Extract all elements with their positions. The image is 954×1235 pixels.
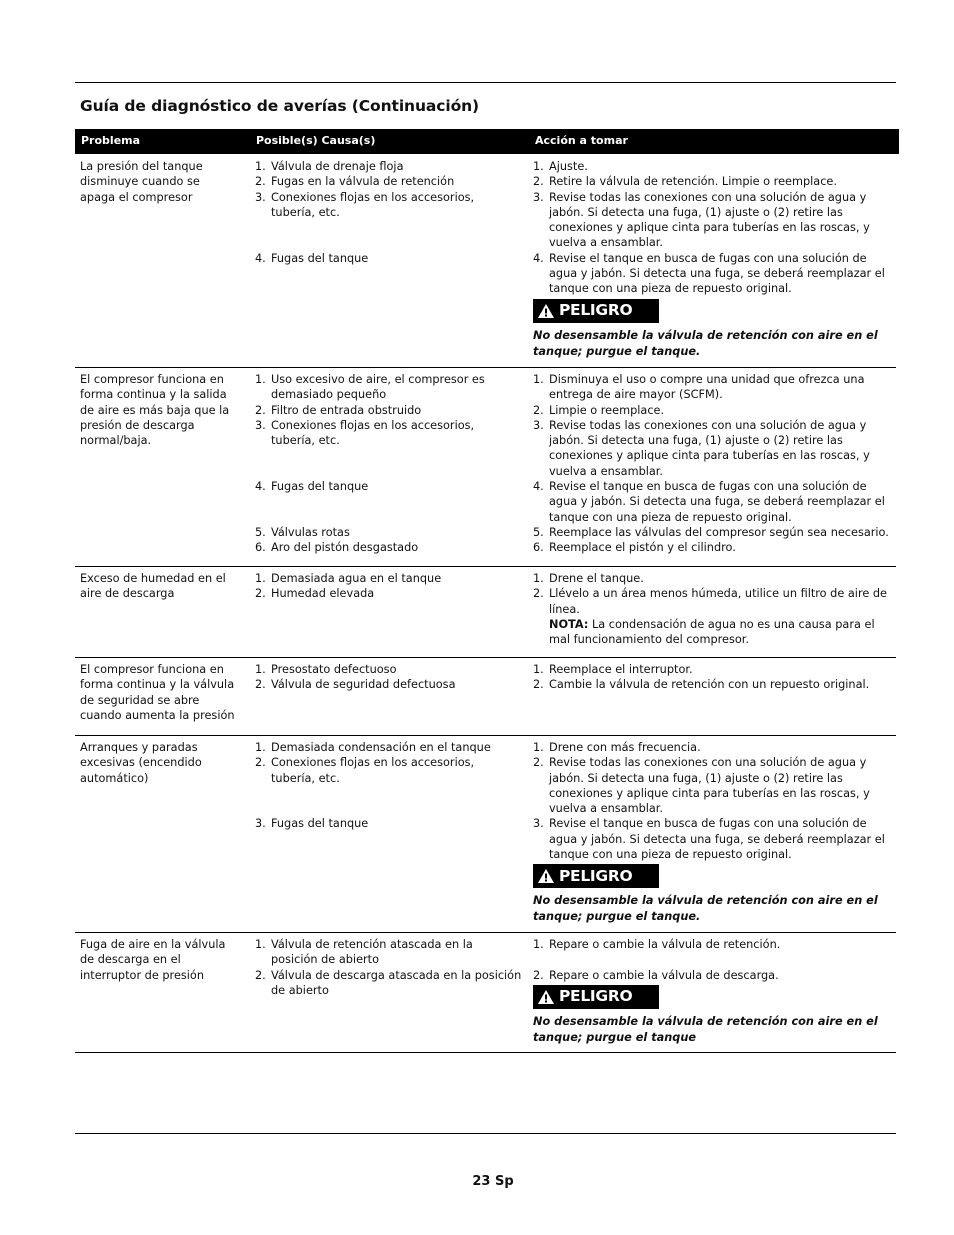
action-item [533, 571, 897, 586]
problem-line: de aire es más baja que la [80, 403, 230, 417]
cause-line: tubería, etc. [271, 205, 340, 219]
page-number: 23 Sp [472, 1174, 514, 1189]
top-rule [75, 82, 896, 83]
action-text [549, 540, 897, 555]
action-text [549, 525, 897, 540]
warning-line: No desensamble la válvula de retención con aire en el [533, 1014, 878, 1028]
warning-text [533, 1014, 897, 1046]
cause-item [255, 677, 525, 692]
cause-item [255, 662, 525, 677]
action-number: 6. [533, 541, 544, 555]
action-number [533, 617, 549, 648]
action-number: 1. [533, 373, 544, 386]
warning-triangle-icon [533, 868, 559, 884]
cause-line: Conexiones flojas en los accesorios, [271, 190, 475, 204]
warning-text [533, 893, 897, 925]
table-row [75, 735, 896, 933]
action-line: Limpie o reemplace. [549, 403, 665, 417]
problem-line: forma continua y la válvula [80, 678, 235, 692]
action-line: Revise todas las conexiones con una solución de agua y [549, 756, 867, 770]
cause-cell [255, 740, 525, 832]
action-item [533, 418, 897, 479]
cause-item [255, 571, 525, 586]
problem-line: de descarga en el [80, 953, 181, 967]
action-line: conexiones y aplique cinta para tuberías en las roscas, y [549, 786, 870, 800]
action-cell [533, 159, 897, 360]
action-item [533, 755, 897, 816]
cause-text [271, 571, 525, 586]
cause-text [271, 190, 525, 221]
action-line: La condensación de agua no es una causa para el [588, 617, 875, 631]
cause-number: 1. [255, 572, 266, 585]
problem-line: Arranques y paradas [80, 741, 198, 754]
action-line: tanque con una pieza de repuesto original. [549, 848, 792, 862]
warning-text [533, 328, 897, 360]
action-line: Disminuya el uso o compre una unidad que ofrezca una [549, 373, 865, 386]
warning-triangle-icon [533, 303, 559, 319]
cause-number: 1. [255, 160, 266, 173]
cause-line: Válvula de descarga atascada en la posición [271, 968, 522, 982]
action-cell [533, 372, 897, 556]
cause-number: 1. [255, 373, 266, 386]
page-title: Guía de diagnóstico de averías (Continuación) [80, 97, 480, 115]
action-number: 1. [533, 741, 544, 754]
problem-cell [80, 937, 240, 983]
cause-line: Demasiada agua en el tanque [271, 572, 442, 585]
header-problem: Problema [81, 134, 141, 147]
action-text [549, 937, 897, 952]
action-line: Reemplace el pistón y el cilindro. [549, 541, 736, 555]
cause-line: Válvula de drenaje floja [271, 160, 404, 173]
cause-line: Válvula de seguridad defectuosa [271, 678, 456, 692]
problem-line: de seguridad se abre [80, 693, 200, 707]
cause-line: demasiado pequeño [271, 388, 387, 402]
action-item [533, 677, 897, 692]
problem-line: presión de descarga [80, 418, 195, 432]
cause-number: 2. [255, 175, 266, 189]
cause-text [271, 677, 525, 692]
action-line: Drene el tanque. [549, 572, 644, 585]
action-line: Drene con más frecuencia. [549, 741, 701, 754]
cause-item [255, 174, 525, 189]
warning-line: No desensamble la válvula de retención con aire en el [533, 894, 878, 908]
cause-number: 3. [255, 817, 266, 831]
cause-line: tubería, etc. [271, 434, 340, 448]
action-number: 3. [533, 190, 544, 204]
table-row [75, 932, 896, 1053]
action-item [533, 525, 897, 540]
problem-line: Fuga de aire en la válvula [80, 938, 226, 951]
problem-line: aire de descarga [80, 587, 175, 601]
cause-number: 1. [255, 663, 266, 676]
cause-number: 3. [255, 418, 266, 432]
action-item [533, 816, 897, 862]
action-line: conexiones y aplique cinta para tuberías en las roscas, y [549, 221, 870, 235]
action-item [533, 968, 897, 983]
action-line: Cambie la válvula de retención con un repuesto original. [549, 678, 870, 692]
action-line: Reemplace el interruptor. [549, 663, 693, 676]
cause-item [255, 540, 525, 555]
spacer [255, 786, 525, 801]
action-line: tanque con una pieza de repuesto original. [549, 510, 792, 524]
action-line: jabón. Si detecta una fuga, (1) ajuste o (2) retire las [549, 205, 843, 219]
table-row [75, 154, 896, 368]
action-number: 4. [533, 251, 544, 265]
table-row [75, 657, 896, 736]
action-item [533, 662, 897, 677]
cause-text [271, 251, 525, 266]
spacer [255, 464, 525, 479]
problem-line: Exceso de humedad en el [80, 572, 226, 585]
action-text [549, 662, 897, 677]
peligro-badge [533, 985, 659, 1009]
action-item [533, 586, 897, 617]
cause-text [271, 662, 525, 677]
cause-item [255, 755, 525, 786]
cause-number: 2. [255, 968, 266, 982]
cause-line: Conexiones flojas en los accesorios, [271, 418, 475, 432]
problem-cell [80, 740, 240, 786]
problem-cell [80, 662, 240, 723]
table-row [75, 367, 896, 567]
cause-line: Fugas del tanque [271, 251, 369, 265]
cause-number: 2. [255, 587, 266, 601]
action-line: vuelva a ensamblar. [549, 464, 664, 478]
action-line: tanque con una pieza de repuesto original. [549, 282, 792, 296]
cause-item [255, 816, 525, 831]
action-text [549, 403, 897, 418]
spacer [255, 220, 525, 235]
cause-line: Filtro de entrada obstruido [271, 403, 422, 417]
action-text [549, 571, 897, 586]
action-number: 5. [533, 525, 544, 539]
problem-line: La presión del tanque [80, 160, 203, 173]
action-line: Reemplace las válvulas del compresor según sea necesario. [549, 525, 889, 539]
cause-text [271, 937, 525, 968]
problem-line: El compresor funciona en [80, 663, 224, 676]
action-cell [533, 662, 897, 693]
action-cell [533, 571, 897, 647]
cause-item [255, 403, 525, 418]
spacer [255, 510, 525, 525]
cause-number: 4. [255, 251, 266, 265]
cause-text [271, 968, 525, 999]
cause-cell [255, 372, 525, 556]
action-line: Repare o cambie la válvula de retención. [549, 938, 781, 951]
action-text [549, 190, 897, 251]
warning-line: tanque; purgue el tanque. [533, 344, 701, 358]
cause-text [271, 418, 525, 449]
action-line: conexiones y aplique cinta para tuberías en las roscas, y [549, 449, 870, 463]
cause-text [271, 403, 525, 418]
cause-cell [255, 159, 525, 266]
action-item [533, 479, 897, 525]
peligro-badge [533, 299, 659, 323]
action-line: jabón. Si detecta una fuga, (1) ajuste o (2) retire las [549, 771, 843, 785]
cause-text [271, 174, 525, 189]
header-cause: Posible(s) Causa(s) [256, 134, 376, 147]
action-item [533, 251, 897, 297]
cause-text [271, 586, 525, 601]
action-text [549, 617, 897, 648]
cause-number: 2. [255, 403, 266, 417]
problem-line: El compresor funciona en [80, 373, 224, 386]
cause-number: 1. [255, 741, 266, 754]
cause-line: Presostato defectuoso [271, 663, 397, 676]
action-line: agua y jabón. Si detecta una fuga, se deberá reemplazar el [549, 495, 885, 509]
action-number: 2. [533, 678, 544, 692]
action-cell [533, 740, 897, 925]
cause-number: 3. [255, 190, 266, 204]
cause-item [255, 372, 525, 403]
cause-text [271, 755, 525, 786]
spacer [255, 235, 525, 250]
spacer [255, 801, 525, 816]
action-text [549, 586, 897, 617]
spacer [255, 494, 525, 509]
action-line: Revise el tanque en busca de fugas con una solución de [549, 480, 867, 494]
action-number: 2. [533, 968, 544, 982]
warning-triangle-icon [533, 989, 559, 1005]
cause-text [271, 816, 525, 831]
cause-line: Conexiones flojas en los accesorios, [271, 756, 475, 770]
action-line: línea. [549, 602, 580, 616]
action-line: Revise todas las conexiones con una solución de agua y [549, 418, 867, 432]
cause-number: 1. [255, 938, 266, 951]
action-line: agua y jabón. Si detecta una fuga, se deberá reemplazar el [549, 267, 885, 281]
action-text [549, 174, 897, 189]
action-text [549, 968, 897, 983]
warning-line: No desensamble la válvula de retención con aire en el [533, 328, 878, 342]
peligro-label: PELIGRO [559, 866, 633, 885]
action-number: 1. [533, 938, 544, 951]
cause-item [255, 479, 525, 494]
cause-number: 4. [255, 480, 266, 494]
cause-text [271, 372, 525, 403]
action-cell [533, 937, 897, 1046]
cause-line: Uso excesivo de aire, el compresor es [271, 373, 485, 386]
action-item [533, 617, 897, 648]
action-line: mal funcionamiento del compresor. [549, 633, 749, 647]
action-line: Repare o cambie la válvula de descarga. [549, 968, 779, 982]
problem-cell [80, 571, 240, 602]
cause-text [271, 159, 525, 174]
action-line: entrega de aire mayor (SCFM). [549, 388, 723, 402]
cause-line: de abierto [271, 983, 329, 997]
cause-line: Humedad elevada [271, 587, 375, 601]
cause-item [255, 251, 525, 266]
action-number: 2. [533, 587, 544, 601]
action-text [549, 159, 897, 174]
cause-item [255, 418, 525, 449]
action-number: 3. [533, 817, 544, 831]
cause-number: 5. [255, 525, 266, 539]
action-number: 1. [533, 572, 544, 585]
action-line: Revise el tanque en busca de fugas con una solución de [549, 817, 867, 831]
problem-cell [80, 372, 240, 448]
cause-line: Fugas en la válvula de retención [271, 175, 455, 189]
action-item [533, 159, 897, 174]
peligro-label: PELIGRO [559, 301, 633, 320]
header-action: Acción a tomar [535, 134, 628, 147]
action-text [549, 677, 897, 692]
action-line: Llévelo a un área menos húmeda, utilice un filtro de aire de [549, 587, 888, 601]
action-number: 4. [533, 480, 544, 494]
action-item [533, 190, 897, 251]
action-line: Revise todas las conexiones con una solución de agua y [549, 190, 867, 204]
action-text [549, 816, 897, 862]
cause-text [271, 479, 525, 494]
table-header [75, 129, 899, 154]
action-number: 3. [533, 418, 544, 432]
problem-line: normal/baja. [80, 434, 152, 448]
cause-line: Fugas del tanque [271, 480, 369, 494]
problem-line: disminuye cuando se [80, 175, 200, 189]
cause-text [271, 740, 525, 755]
cause-item [255, 740, 525, 755]
action-text [549, 755, 897, 816]
action-number: 2. [533, 175, 544, 189]
action-line: jabón. Si detecta una fuga, (1) ajuste o (2) retire las [549, 434, 843, 448]
cause-line: Válvula de retención atascada en la [271, 938, 473, 951]
note-label: NOTA: [549, 617, 589, 631]
action-line: vuelva a ensamblar. [549, 802, 664, 816]
cause-text [271, 540, 525, 555]
cause-line: tubería, etc. [271, 771, 340, 785]
cause-cell [255, 662, 525, 693]
cause-item [255, 525, 525, 540]
action-number: 2. [533, 756, 544, 770]
problem-line: automático) [80, 771, 149, 785]
spacer [533, 952, 897, 967]
cause-item [255, 968, 525, 999]
action-text [549, 251, 897, 297]
action-item [533, 174, 897, 189]
cause-line: Aro del pistón desgastado [271, 541, 419, 555]
spacer [255, 448, 525, 463]
cause-item [255, 159, 525, 174]
cause-text [271, 525, 525, 540]
problem-line: excesivas (encendido [80, 756, 202, 770]
cause-line: Válvulas rotas [271, 525, 350, 539]
peligro-label: PELIGRO [559, 987, 633, 1006]
cause-item [255, 190, 525, 221]
action-item [533, 372, 897, 403]
action-text [549, 418, 897, 479]
action-text [549, 372, 897, 403]
cause-line: posición de abierto [271, 953, 379, 967]
cause-number: 6. [255, 541, 266, 555]
cause-item [255, 586, 525, 601]
action-line: Retire la válvula de retención. Limpie o reemplace. [549, 175, 837, 189]
action-item [533, 540, 897, 555]
action-text [549, 740, 897, 755]
action-item [533, 403, 897, 418]
problem-cell [80, 159, 240, 205]
warning-line: tanque; purgue el tanque. [533, 910, 701, 924]
cause-item [255, 937, 525, 968]
action-text [549, 479, 897, 525]
cause-cell [255, 937, 525, 998]
action-line: agua y jabón. Si detecta una fuga, se deberá reemplazar el [549, 832, 885, 846]
cause-number: 2. [255, 678, 266, 692]
problem-line: apaga el compresor [80, 190, 193, 204]
action-line: vuelva a ensamblar. [549, 236, 664, 250]
action-line: Ajuste. [549, 160, 588, 173]
cause-line: Fugas del tanque [271, 817, 369, 831]
table-row [75, 566, 896, 658]
peligro-badge [533, 864, 659, 888]
problem-line: interruptor de presión [80, 968, 205, 982]
warning-line: tanque; purgue el tanque [533, 1030, 697, 1044]
action-number: 1. [533, 663, 544, 676]
problem-line: forma continua y la salida [80, 388, 227, 402]
bottom-rule [75, 1133, 896, 1134]
action-number: 2. [533, 403, 544, 417]
action-line: Revise el tanque en busca de fugas con una solución de [549, 251, 867, 265]
problem-line: cuando aumenta la presión [80, 708, 235, 722]
cause-line: Demasiada condensación en el tanque [271, 741, 491, 754]
action-number: 1. [533, 160, 544, 173]
cause-number: 2. [255, 756, 266, 770]
cause-cell [255, 571, 525, 602]
action-item [533, 937, 897, 952]
action-item [533, 740, 897, 755]
